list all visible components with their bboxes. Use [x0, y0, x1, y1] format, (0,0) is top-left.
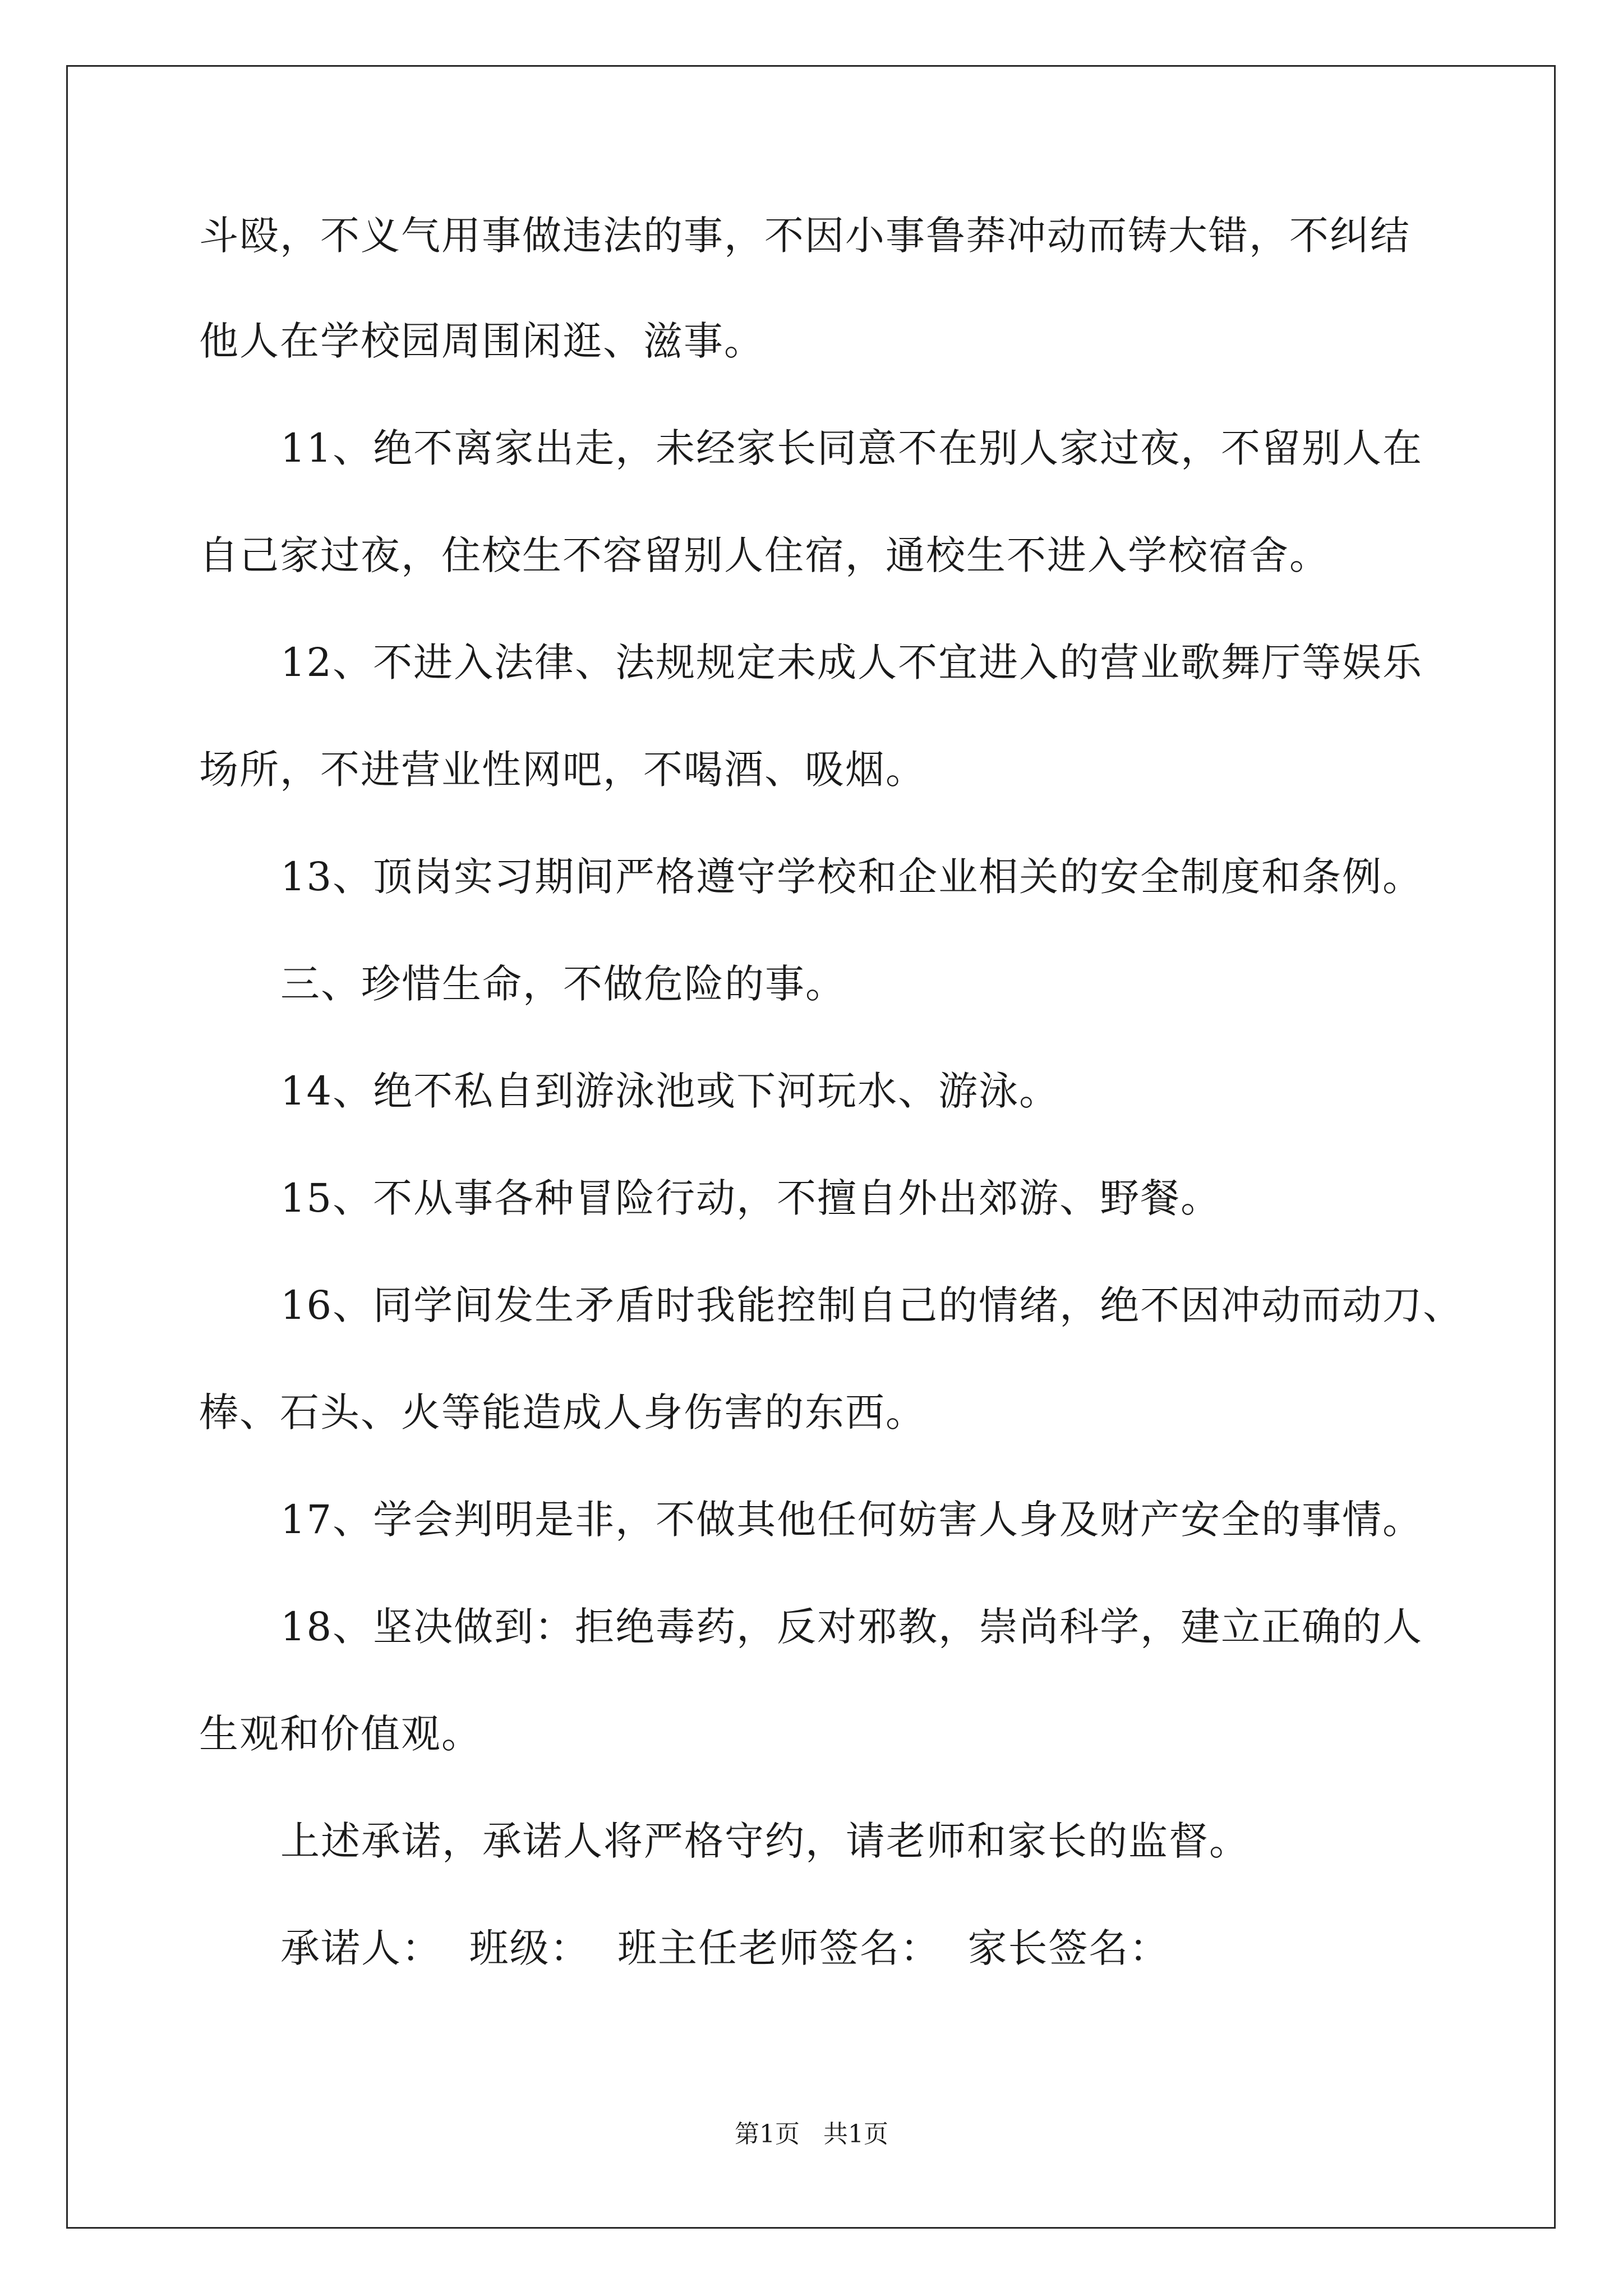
paragraph-line: 17、学会判明是非，不做其他任何妨害人身及财产安全的事情。 [280, 1497, 1423, 1543]
paragraph-line: 16、同学间发生矛盾时我能控制自己的情绪，绝不因冲动而动刀、 [280, 1282, 1464, 1328]
page-border [66, 65, 1556, 2229]
paragraph-line: 12、不进入法律、法规规定未成人不宜进入的营业歌舞厅等娱乐 [280, 639, 1423, 685]
paragraph-line: 他人在学校园周围闲逛、滋事。 [199, 318, 764, 364]
paragraph-line: 15、不从事各种冒险行动，不擅自外出郊游、野餐。 [280, 1175, 1221, 1221]
paragraph-line: 自己家过夜，住校生不容留别人住宿，通校生不进入学校宿舍。 [199, 532, 1330, 578]
paragraph-line: 上述承诺，承诺人将严格守约，请老师和家长的监督。 [280, 1818, 1249, 1864]
paragraph-line: 场所，不进营业性网吧，不喝酒、吸烟。 [199, 747, 926, 793]
paragraph-line: 生观和价值观。 [199, 1711, 482, 1757]
paragraph-line: 11、绝不离家出走，未经家长同意不在别人家过夜，不留别人在 [280, 425, 1423, 471]
signature-line: 承诺人： 班级： 班主任老师签名： 家长签名： [280, 1925, 1170, 1971]
paragraph-line: 棒、石头、火等能造成人身伤害的东西。 [199, 1389, 926, 1435]
paragraph-line: 斗殴，不义气用事做违法的事，不因小事鲁莽冲动而铸大错，不纠结 [199, 213, 1410, 259]
paragraph-line: 18、坚决做到：拒绝毒药，反对邪教，崇尚科学，建立正确的人 [280, 1604, 1423, 1650]
page-number: 第1页 共1页 [735, 2120, 888, 2148]
paragraph-line: 13、顶岗实习期间严格遵守学校和企业相关的安全制度和条例。 [280, 854, 1423, 900]
paragraph-line: 14、绝不私自到游泳池或下河玩水、游泳。 [280, 1068, 1060, 1114]
section-heading: 三、珍惜生命，不做危险的事。 [280, 961, 846, 1007]
